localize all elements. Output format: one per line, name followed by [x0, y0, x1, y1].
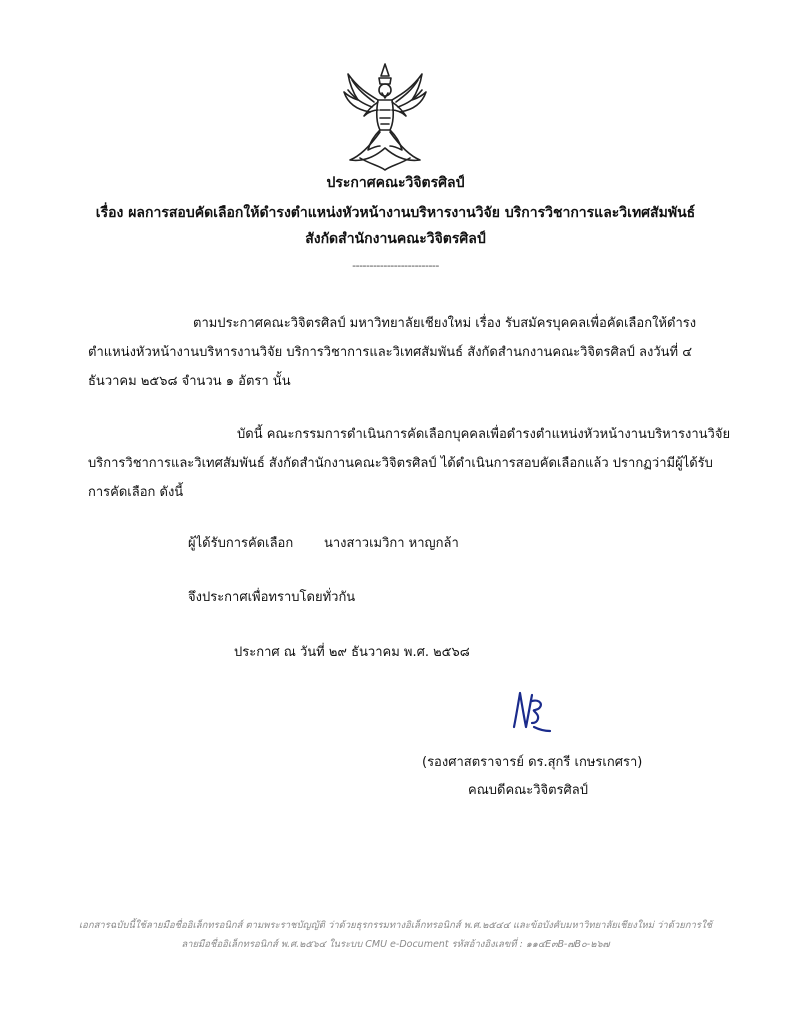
announcement-subject-line2: สังกัดสำนักงานคณะวิจิตรศิลป์ [305, 231, 486, 247]
para2-line2: บริการวิชาการและวิเทศสัมพันธ์ สังกัดสำนักงานคณะวิจิตรศิลป์ ได้ดำเนินการสอบคัดเลือกแล้ว ปรากฏว่ามีผู้ได้รับ [88, 456, 713, 471]
footer-note-line2: ลายมือชื่ออิเล็กทรอนิกส์ พ.ศ.๒๕๖๔ ในระบบ CMU e-Document รหัสอ้างอิงเลขที่ : ๑๑๔E๓B-๗B๐-๒๖๗ [181, 939, 610, 950]
garuda-emblem-icon [340, 60, 430, 172]
selected-name: นางสาวเมวิกา หาญกล้า [324, 536, 459, 551]
selected-label: ผู้ได้รับการคัดเลือก [188, 536, 294, 551]
signatory-name: (รองศาสตราจารย์ ดร.สุกรี เกษรเกศรา) [422, 755, 643, 770]
para1-line3: ธันวาคม ๒๕๖๘ จำนวน ๑ อัตรา นั้น [88, 374, 291, 389]
announcement-date: ประกาศ ณ วันที่ ๒๙ ธันวาคม พ.ศ. ๒๕๖๘ [234, 645, 470, 660]
para2-line1: บัดนี้ คณะกรรมการดำเนินการคัดเลือกบุคคลเพื่อดำรงตำแหน่งหัวหน้างานบริหารงานวิจัย [237, 427, 731, 442]
para2-line3: การคัดเลือก ดังนี้ [88, 485, 184, 500]
para1-line1: ตามประกาศคณะวิจิตรศิลป์ มหาวิทยาลัยเชียงใหม่ เรื่อง รับสมัครบุคคลเพื่อคัดเลือกให้ดำรง [193, 316, 697, 331]
announcement-subject: เรื่อง ผลการสอบคัดเลือกให้ดำรงตำแหน่งหัวหน้างานบริหารงานวิจัย บริการวิชาการและวิเทศสัมพันธ์ [95, 205, 696, 221]
announcement-title: ประกาศคณะวิจิตรศิลป์ [326, 175, 465, 191]
para1-line2: ตำแหน่งหัวหน้างานบริหารงานวิจัย บริการวิชาการและวิเทศสัมพันธ์ สังกัดสำนกงานคณะวิจิตรศิลป์ ลงวันที่ ๔ [88, 345, 693, 360]
footer-note-line1: เอกสารฉบับนี้ใช้ลายมือชื่ออิเล็กทรอนิกส์ ตามพระราชบัญญัติ ว่าด้วยธุรกรรมทางอิเล็กทรอนิกส์ พ.ศ.๒๕๔๔ และข้อบังคับมหาวิทยาลัยเชียงใหม่ ว่าด้วยการใช้ [78, 920, 713, 931]
notice-text: จึงประกาศเพื่อทราบโดยทั่วกัน [188, 590, 356, 605]
handwritten-signature [504, 687, 554, 735]
signatory-position: คณบดีคณะวิจิตรศิลป์ [468, 783, 589, 798]
title-divider: ------------------------- [352, 259, 439, 272]
